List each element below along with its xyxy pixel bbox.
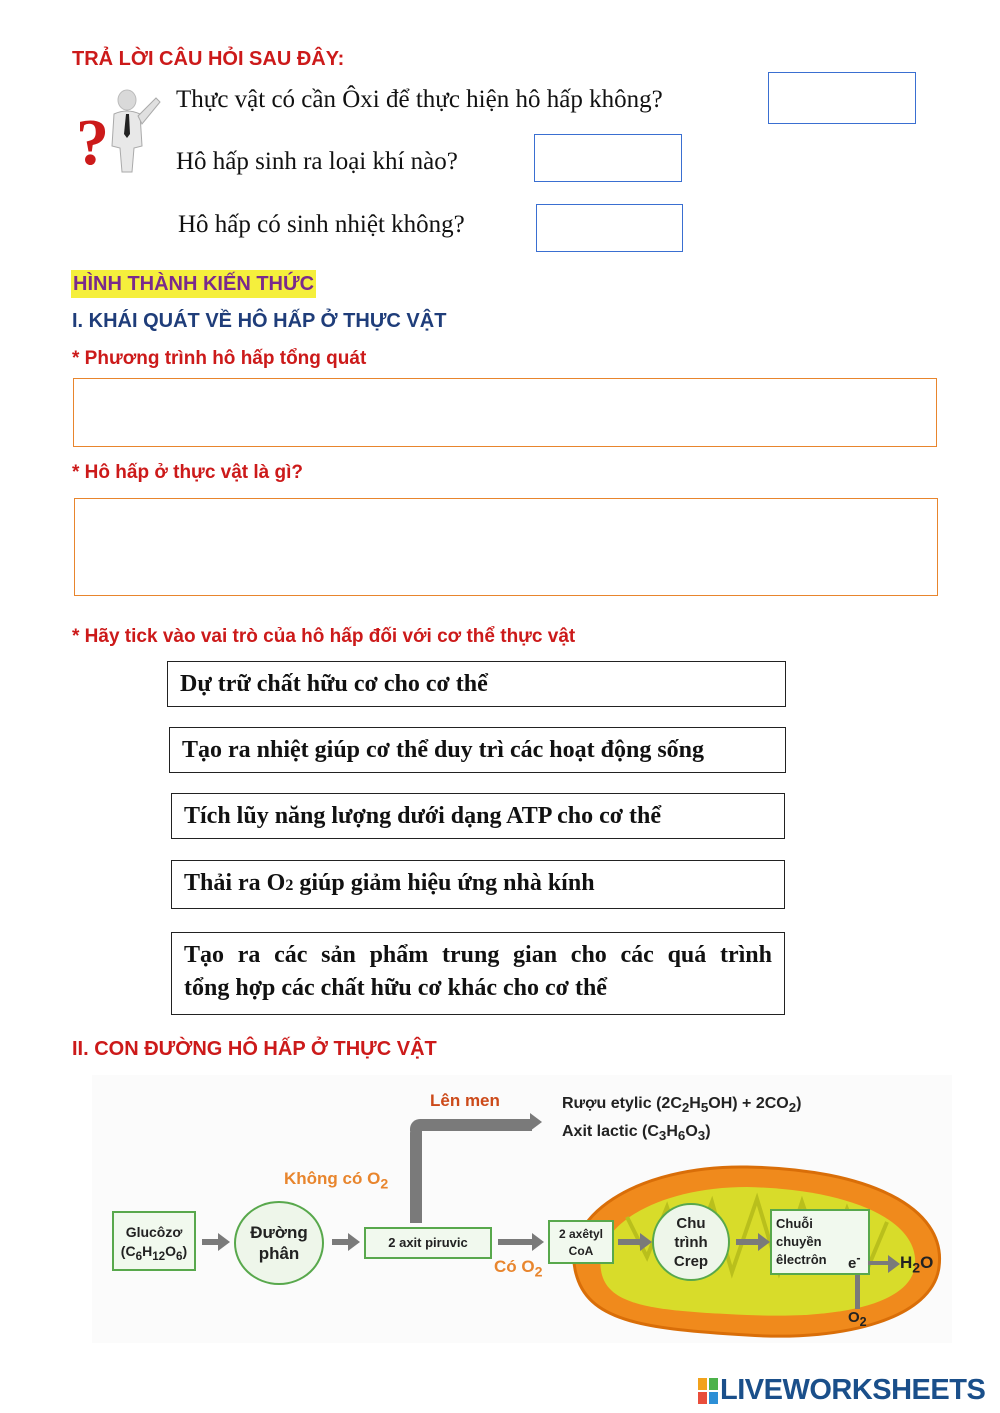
svg-text:?: ? bbox=[76, 106, 109, 178]
questions-heading: TRẢ LỜI CÂU HỎI SAU ĐÂY: bbox=[72, 48, 345, 70]
fermentation-label: Lên men bbox=[430, 1091, 500, 1110]
role-option-1-text: Dự trữ chất hữu cơ cho cơ thể bbox=[180, 671, 488, 697]
roles-prompt: * Hãy tick vào vai trò của hô hấp đối với cơ thể thực vật bbox=[72, 626, 576, 647]
equation-prompt: * Phương trình hô hấp tổng quát bbox=[72, 348, 367, 369]
arrow-pyruvic-acetyl bbox=[498, 1239, 534, 1245]
role-option-4-text: Thải ra O2 giúp giảm hiệu ứng nhà kính bbox=[184, 870, 595, 896]
ethanol-label: Rượu etylic $(2C_2H_5OH) + 2CO_2$) bbox=[562, 1095, 802, 1116]
arrow-acetyl-krebs bbox=[618, 1239, 642, 1245]
liveworksheets-watermark: LIVEWORKSHEETS bbox=[720, 1374, 986, 1406]
no-oxygen-label: Không có $O_2$ bbox=[284, 1169, 389, 1193]
with-oxygen-label: Có $O_2$ bbox=[494, 1257, 543, 1281]
arrow-glycolysis-pyruvic bbox=[332, 1239, 350, 1245]
lactic-acid-label: Axit lactic $(C_3H_6O_3)$ bbox=[562, 1123, 711, 1144]
question-1-text: Thực vật có cần Ôxi để thực hiện hô hấp không? bbox=[176, 86, 663, 113]
question-man-icon bbox=[72, 86, 164, 178]
acetyl-coa-box: 2 axêtyl CoA bbox=[548, 1220, 614, 1264]
fermentation-arrow-stem bbox=[410, 1123, 422, 1223]
role-option-2-text: Tạo ra nhiệt giúp cơ thể duy trì các hoạt động sống bbox=[182, 737, 704, 763]
answer-2-input[interactable] bbox=[534, 134, 682, 182]
question-3-text: Hô hấp có sinh nhiệt không? bbox=[178, 211, 465, 238]
answer-3-input[interactable] bbox=[536, 204, 683, 252]
part2-title: II. CON ĐƯỜNG HÔ HẤP Ở THỰC VẬT bbox=[72, 1038, 437, 1060]
arrow-glucose-glycolysis bbox=[202, 1239, 220, 1245]
role-option-3[interactable] bbox=[171, 793, 785, 839]
arrow-to-water bbox=[868, 1261, 890, 1265]
role-option-1[interactable] bbox=[167, 661, 786, 707]
fermentation-arrow bbox=[410, 1119, 532, 1131]
knowledge-heading: HÌNH THÀNH KIẾN THỨC bbox=[71, 270, 316, 298]
role-option-3-text: Tích lũy năng lượng dưới dạng ATP cho cơ thể bbox=[184, 803, 661, 829]
oxygen-label: $O_2$ bbox=[848, 1309, 867, 1329]
glucose-box bbox=[112, 1211, 196, 1271]
equation-answer-field[interactable] bbox=[73, 378, 937, 447]
arrow-krebs-etc bbox=[736, 1239, 760, 1245]
krebs-cycle-circle: Chu trình Crep bbox=[652, 1203, 730, 1281]
role-option-5-line1: Tạo ra các sản phẩm trung gian cho các quá trình bbox=[184, 942, 772, 968]
oxygen-line bbox=[855, 1275, 860, 1309]
glucose-formula: $(C_6H_{12}O_6)$ bbox=[120, 1243, 188, 1263]
water-label: $H_2O$ bbox=[900, 1253, 934, 1277]
liveworksheets-logo-icon bbox=[698, 1378, 718, 1404]
definition-answer-field[interactable] bbox=[74, 498, 938, 596]
definition-prompt: * Hô hấp ở thực vật là gì? bbox=[72, 462, 304, 483]
electron-label: e- bbox=[848, 1251, 861, 1272]
glycolysis-circle: Đường phân bbox=[234, 1201, 324, 1285]
role-option-5[interactable] bbox=[171, 932, 785, 1015]
answer-1-input[interactable] bbox=[768, 72, 916, 124]
role-option-2[interactable] bbox=[169, 727, 786, 773]
role-option-5-line2: tổng hợp các chất hữu cơ khác cho cơ thể bbox=[184, 975, 607, 1001]
electron-chain-box: Chuỗi chuyền êlectrôn bbox=[770, 1209, 870, 1275]
glucose-name: Glucôzơ bbox=[125, 1224, 183, 1240]
role-option-4[interactable] bbox=[171, 860, 785, 909]
part1-title: I. KHÁI QUÁT VỀ HÔ HẤP Ở THỰC VẬT bbox=[72, 310, 447, 332]
respiration-diagram bbox=[92, 1075, 952, 1343]
question-2-text: Hô hấp sinh ra loại khí nào? bbox=[176, 148, 458, 175]
pyruvic-box: 2 axit piruvic bbox=[364, 1227, 492, 1259]
